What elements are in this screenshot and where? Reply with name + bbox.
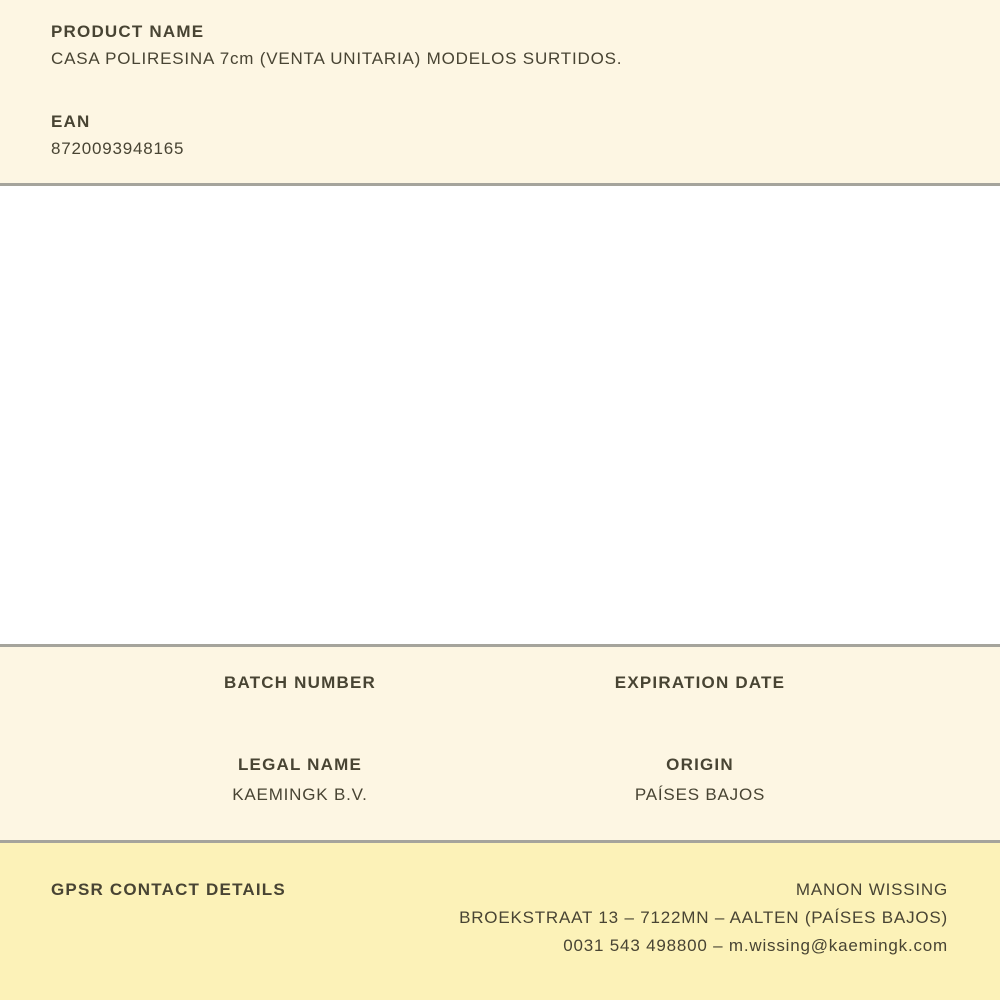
gpsr-contact-block [459,876,948,960]
ean-value: 8720093948165 [51,139,185,158]
contact-address: BROEKSTRAAT 13 – 7122MN – AALTEN (PAÍSES BAJOS) [459,908,948,927]
gpsr-contact-section [0,840,1000,1000]
batch-details-section [0,644,1000,840]
gpsr-contact-label: GPSR CONTACT DETAILS [51,880,286,899]
origin-label: ORIGIN [666,755,734,774]
expiration-date-cell [500,673,900,703]
batch-number-label: BATCH NUMBER [224,673,376,692]
legal-origin-row [100,755,900,805]
product-name-label: PRODUCT NAME [51,22,205,41]
contact-phone-email: 0031 543 498800 – m.wissing@kaemingk.com [563,936,948,955]
product-image-area [0,186,1000,644]
legal-name-label: LEGAL NAME [237,755,363,774]
expiration-date-label: EXPIRATION DATE [614,673,786,692]
batch-number-cell [100,673,500,703]
batch-expiration-row [100,673,900,703]
legal-name-cell [100,755,500,805]
product-info-section [0,0,1000,186]
contact-name: MANON WISSING [795,880,948,899]
origin-cell [500,755,900,805]
ean-label: EAN [51,112,91,131]
legal-name-value: KAEMINGK B.V. [232,785,368,804]
product-name-value: CASA POLIRESINA 7cm (VENTA UNITARIA) MODELOS SURTIDOS. [51,49,623,68]
origin-value: PAÍSES BAJOS [634,785,766,804]
row-spacer [100,703,900,755]
ean-block [51,112,949,159]
